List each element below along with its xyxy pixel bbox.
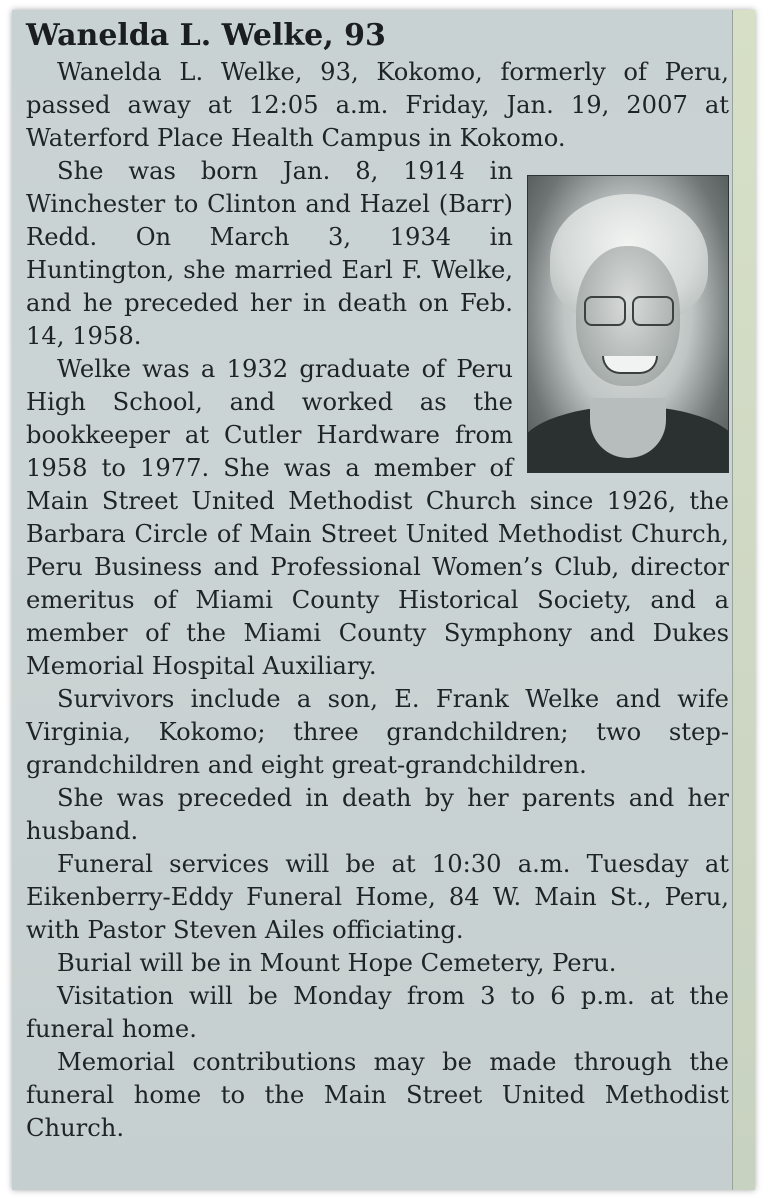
paragraph-survivors: Survivors include a son, E. Frank Welke and wife Virginia, Kokomo; three grandchildren; two step-grandchildren and eight great-grandchildren. [26,685,729,779]
paragraph-death-notice: Wanelda L. Welke, 93, Kokomo, formerly of Peru, passed away at 12:05 a.m. Friday, Jan. 19, 2007 at Waterford Place Health Campus in Kokomo. [26,58,729,152]
paragraph-preceded: She was preceded in death by her parents and her husband. [26,784,729,845]
portrait-photo [527,175,729,473]
paragraph-memorial: Memorial contributions may be made through the funeral home to the Main Street United Methodist Church. [26,1048,729,1142]
paragraph-burial: Burial will be in Mount Hope Cemetery, Peru. [57,949,617,977]
obituary-headline: Wanelda L. Welke, 93 [26,18,386,53]
paragraph-funeral-services: Funeral services will be at 10:30 a.m. Tuesday at Eikenberry-Eddy Funeral Home, 84 W. Main St., Peru, with Pastor Steven Ailes officiating. [26,850,729,944]
obituary-column [26,18,729,1145]
paragraph-education-career: Welke was a 1932 graduate of Peru High School, and worked as the bookkeeper at Cutler Hardware from 1958 to 1977. She was a member of Main Street United Methodist Church since 1926, the Barbara Circle of Main Street United Methodist Church, Peru Business and Professional Women’s Club, director emeritus of Miami County Historical Society, and a member of the Miami County Symphony and Dukes Memorial Hospital Auxiliary. [26,355,729,680]
paragraph-visitation: Visitation will be Monday from 3 to 6 p.m. at the funeral home. [26,982,729,1043]
paragraph-birth-marriage: She was born Jan. 8, 1914 in Winchester to Clinton and Hazel (Barr) Redd. On March 3, 1934 in Huntington, she married Earl F. Welke, and he preceded her in death on Feb. 14, 1958. [26,157,513,350]
newspaper-clipping [12,10,755,1190]
adjacent-column-edge [732,10,755,1190]
